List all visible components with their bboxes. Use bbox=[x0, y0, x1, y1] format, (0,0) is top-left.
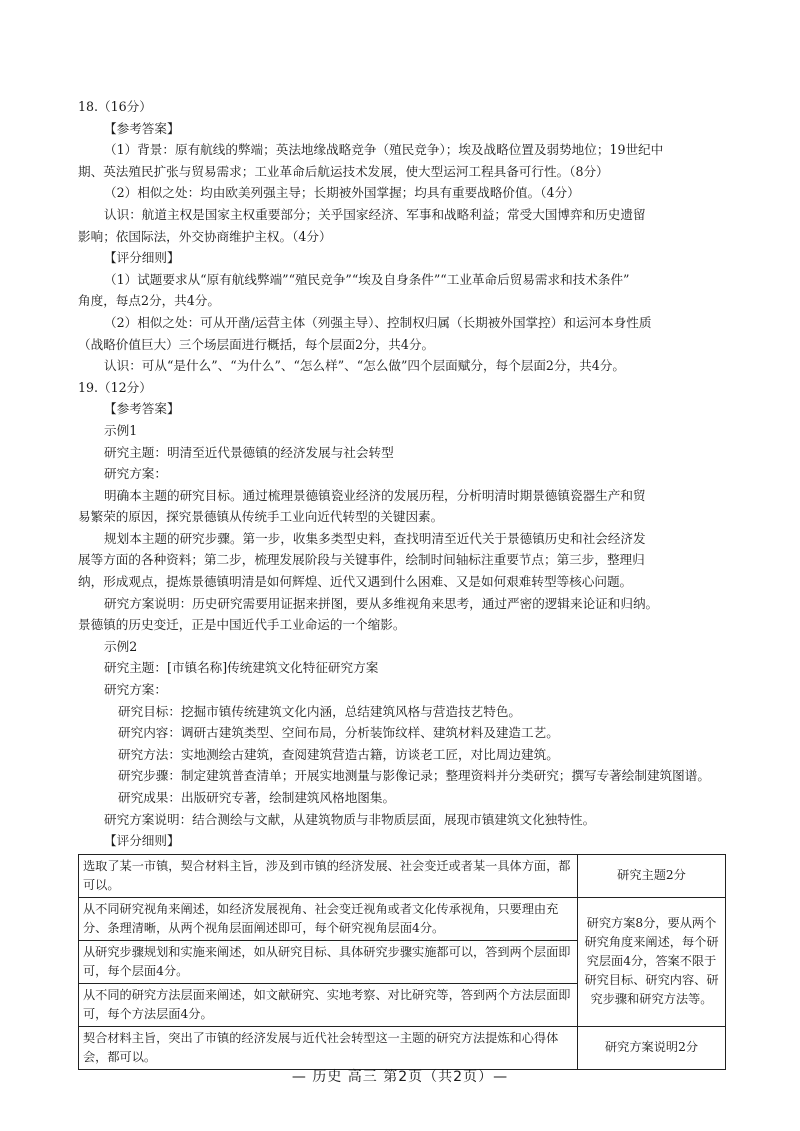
q19-example2-steps: 研究步骤：制定建筑普查清单；开展实地测量与影像记录；整理资料并分类研究；撰写专著绘制建筑图谱。 bbox=[118, 768, 710, 784]
q18-answer-1-line1: （1）背景：原有航线的弊端；英法地缘战略竞争（殖民竞争）；埃及战略位置及弱势地位；19世纪中 bbox=[104, 142, 664, 158]
q19-example1-topic: 研究主题：明清至近代景德镇的经济发展与社会转型 bbox=[104, 444, 394, 460]
q19-example2-result: 研究成果：出版研究专著，绘制建筑风格地图集。 bbox=[118, 790, 396, 805]
answer-sheet bbox=[78, 96, 728, 1070]
table-cell: 契合材料主旨，突出了市镇的经济发展与近代社会转型这一主题的研究方法提炼和心得体会，都可以。 bbox=[79, 1026, 578, 1069]
q19-example1-p2-line1: 规划本主题的研究步骤。第一步，收集多类型史料，查找明清至近代关于景德镇历史和社会经济发 bbox=[104, 530, 646, 546]
q18-answer-2: （2）相似之处：均由欧美列强主导；长期被外国掌握；均具有重要战略价值。（4分） bbox=[104, 185, 580, 201]
table-cell: 选取了某一市镇，契合材料主旨，涉及到市镇的经济发展、社会变迁或者某一具体方面，都可以。 bbox=[79, 854, 578, 897]
q18-rubric-2-line1: （2）相似之处：可从开凿/运营主体（列强主导）、控制权归属（长期被外国掌控）和运河本身性质 bbox=[104, 314, 652, 330]
q19-example2-plan-label: 研究方案： bbox=[104, 682, 167, 698]
q18-rubric-2-line2: （战略价值巨大）三个场层面进行概括，每个层面2分，共4分。 bbox=[78, 336, 435, 352]
q19-example2-method: 研究方法：实地测绘古建筑，查阅建筑营造古籍，访谈老工匠，对比周边建筑。 bbox=[118, 746, 559, 762]
q18-rubric-label: 【评分细则】 bbox=[104, 250, 180, 266]
table-cell: 从不同的研究方法层面来阐述，如文献研究、实地考察、对比研究等，答到两个方法层面即可，每个方法层面4分。 bbox=[79, 983, 578, 1026]
q19-example2-topic: 研究主题：[市镇名称]传统建筑文化特征研究方案 bbox=[104, 660, 379, 676]
q19-answer-label: 【参考答案】 bbox=[104, 401, 180, 417]
table-row bbox=[79, 854, 726, 897]
q19-example1-note-line1: 研究方案说明：历史研究需要用证据来拼图，要从多维视角来思考，通过严密的逻辑来论证和归纳。 bbox=[104, 595, 659, 611]
q19-rubric-label: 【评分细则】 bbox=[104, 833, 180, 849]
q19-header: 19.（12分） bbox=[78, 379, 152, 395]
table-cell: 研究主题2分 bbox=[577, 854, 725, 897]
table-cell: 从不同研究视角来阐述，如经济发展视角、社会变迁视角或者文化传承视角，只要理由充分、条理清晰，从两个视角层面阐述即可，每个研究视角层面4分。 bbox=[79, 897, 578, 940]
page-footer: — 历史 高三 第2页（共2页）— bbox=[291, 1069, 509, 1085]
q19-example1-p2-line2: 展等方面的各种资料；第二步，梳理发展阶段与关键事件，绘制时间轴标注重要节点；第三步，整理归 bbox=[78, 552, 645, 568]
q19-example2-goal: 研究目标：挖掘市镇传统建筑文化内涵，总结建筑风格与营造技艺特色。 bbox=[118, 703, 521, 719]
q19-example2-content: 研究内容：调研古建筑类型、空间布局，分析装饰纹样、建筑材料及建造工艺。 bbox=[118, 725, 559, 741]
q18-answer-label: 【参考答案】 bbox=[104, 120, 180, 136]
q19-grading-table bbox=[78, 854, 726, 1070]
q19-example1-p1-line1: 明确本主题的研究目标。通过梳理景德镇瓷业经济的发展历程，分析明清时期景德镇瓷器生产和贸 bbox=[104, 487, 646, 503]
q19-example1-plan-label: 研究方案： bbox=[104, 466, 167, 482]
q19-example2-note: 研究方案说明：结合测绘与文献，从建筑物质与非物质层面，展现市镇建筑文化独特性。 bbox=[104, 811, 596, 827]
q19-example1-label: 示例1 bbox=[104, 422, 138, 438]
table-cell: 研究方案说明2分 bbox=[577, 1026, 725, 1069]
table-row bbox=[79, 897, 726, 940]
q19-example1-note-line2: 景德镇的历史变迁，正是中国近代手工业命运的一个缩影。 bbox=[78, 617, 406, 633]
q18-rubric-1-line2: 角度，每点2分，共4分。 bbox=[78, 293, 220, 309]
table-cell: 研究方案8分，要从两个研究角度来阐述，每个研究层面4分，答案不限于研究目标、研究内容、研究步骤和研究方法等。 bbox=[577, 897, 725, 1026]
q18-header: 18.（16分） bbox=[78, 99, 152, 114]
q18-answer-1-line2: 期、英法殖民扩张与贸易需求；工业革命后航运技术发展，使大型运河工程具备可行性。（8分） bbox=[78, 163, 609, 179]
q19-example1-p1-line2: 易繁荣的原因，探究景德镇从传统手工业向近代转型的关键因素。 bbox=[78, 509, 444, 525]
table-row bbox=[79, 1026, 726, 1069]
q18-rubric-3: 认识：可从“是什么”、“为什么”、“怎么样”、“怎么做”四个层面赋分，每个层面2分，共4分。 bbox=[104, 358, 625, 374]
q19-example2-label: 示例2 bbox=[104, 638, 138, 654]
q18-insight-line1: 认识：航道主权是国家主权重要部分；关乎国家经济、军事和战略利益；常受大国博弈和历史遗留 bbox=[104, 206, 646, 222]
q18-rubric-1-line1: （1）试题要求从“原有航线弊端”“殖民竞争”“埃及自身条件”“工业革命后贸易需求和技术条件” bbox=[104, 271, 630, 287]
q19-example1-p2-line3: 纳，形成观点，提炼景德镇明清是如何辉煌、近代又遇到什么困难、又是如何艰难转型等核心问题。 bbox=[78, 574, 633, 590]
table-cell: 从研究步骤规划和实施来阐述，如从研究目标、具体研究步骤实施都可以，答到两个层面即可，每个层面4分。 bbox=[79, 940, 578, 983]
q18-insight-line2: 影响；依国际法，外交协商维护主权。（4分） bbox=[78, 228, 332, 244]
